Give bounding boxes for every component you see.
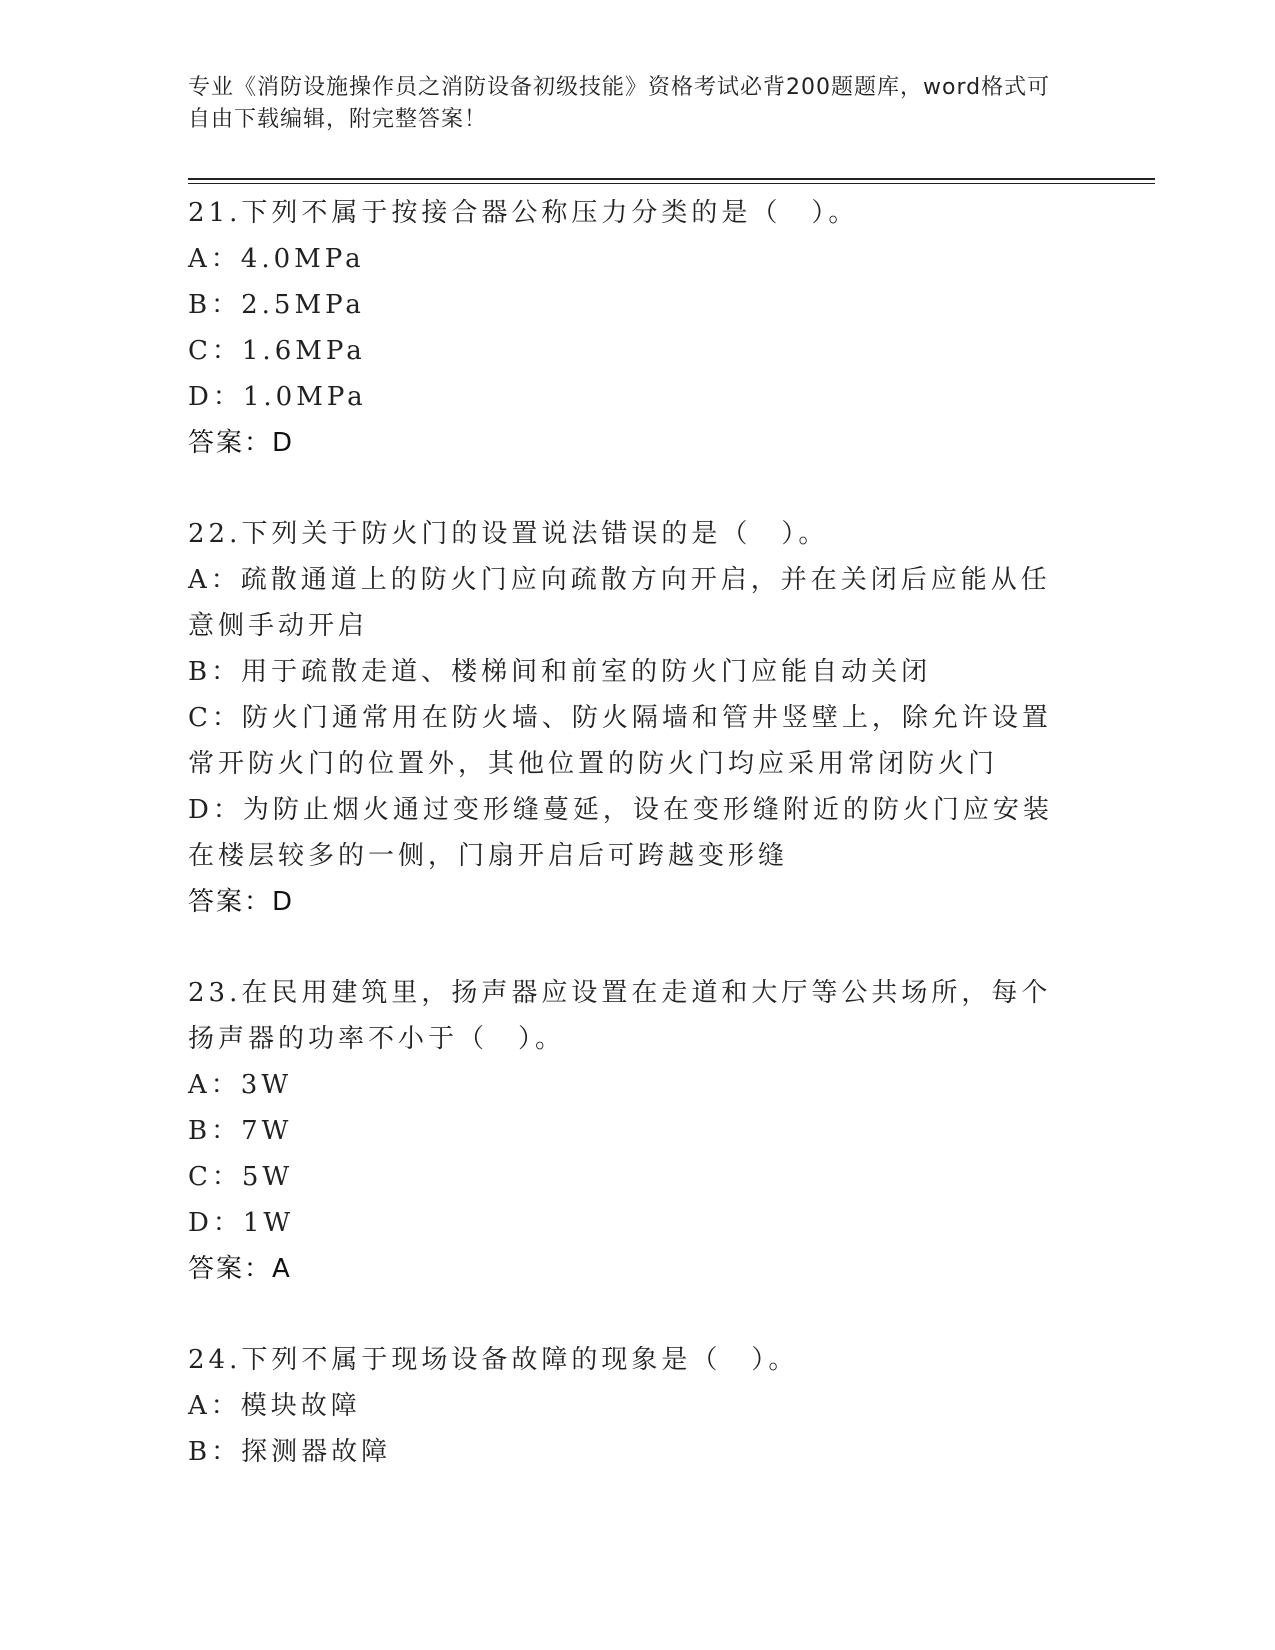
option-d: D：为防止烟火通过变形缝蔓延，设在变形缝附近的防火门应安装在楼层较多的一侧，门扇开启后可跨越变形缝 [188,795,1053,871]
question-stem: 21.下列不属于按接合器公称压力分类的是（ ）。 [188,198,859,228]
option-a: A：4.0MPa [188,244,365,274]
question-22 [188,511,1068,925]
question-23 [188,970,1068,1292]
option-b: B：2.5MPa [188,290,365,320]
option-b: B：用于疏散走道、楼梯间和前室的防火门应能自动关闭 [188,657,932,687]
document-intro: 专业《消防设施操作员之消防设备初级技能》资格考试必背200题题库，word格式可自由下载编辑，附完整答案！ [188,75,1051,132]
option-b: B：探测器故障 [188,1437,392,1467]
question-21 [188,190,1068,466]
header-rule-thin [188,183,1155,184]
question-stem: 22.下列关于防火门的设置说法错误的是（ ）。 [188,519,829,549]
option-b: B：7W [188,1116,293,1146]
question-list [188,190,1068,1475]
option-d: D：1.0MPa [188,382,367,412]
option-a: A：模块故障 [188,1391,361,1421]
option-c: C：1.6MPa [188,336,366,366]
answer-line: 答案：D [188,887,295,917]
option-a: A：疏散通道上的防火门应向疏散方向开启，并在关闭后应能从任意侧手动开启 [188,565,1051,641]
answer-line: 答案：A [188,1254,292,1284]
question-stem: 24.下列不属于现场设备故障的现象是（ ）。 [188,1345,799,1375]
answer-line: 答案：D [188,428,295,458]
header-rule-thick [188,178,1155,180]
question-24 [188,1337,1068,1475]
option-c: C：防火门通常用在防火墙、防火隔墙和管井竖壁上，除允许设置常开防火门的位置外，其他位置的防火门均应采用常闭防火门 [188,703,1052,779]
question-stem: 23.在民用建筑里，扬声器应设置在走道和大厅等公共场所，每个扬声器的功率不小于（ ）。 [188,978,1052,1054]
option-c: C：5W [188,1162,294,1192]
option-a: A：3W [188,1070,293,1100]
option-d: D：1W [188,1208,295,1238]
